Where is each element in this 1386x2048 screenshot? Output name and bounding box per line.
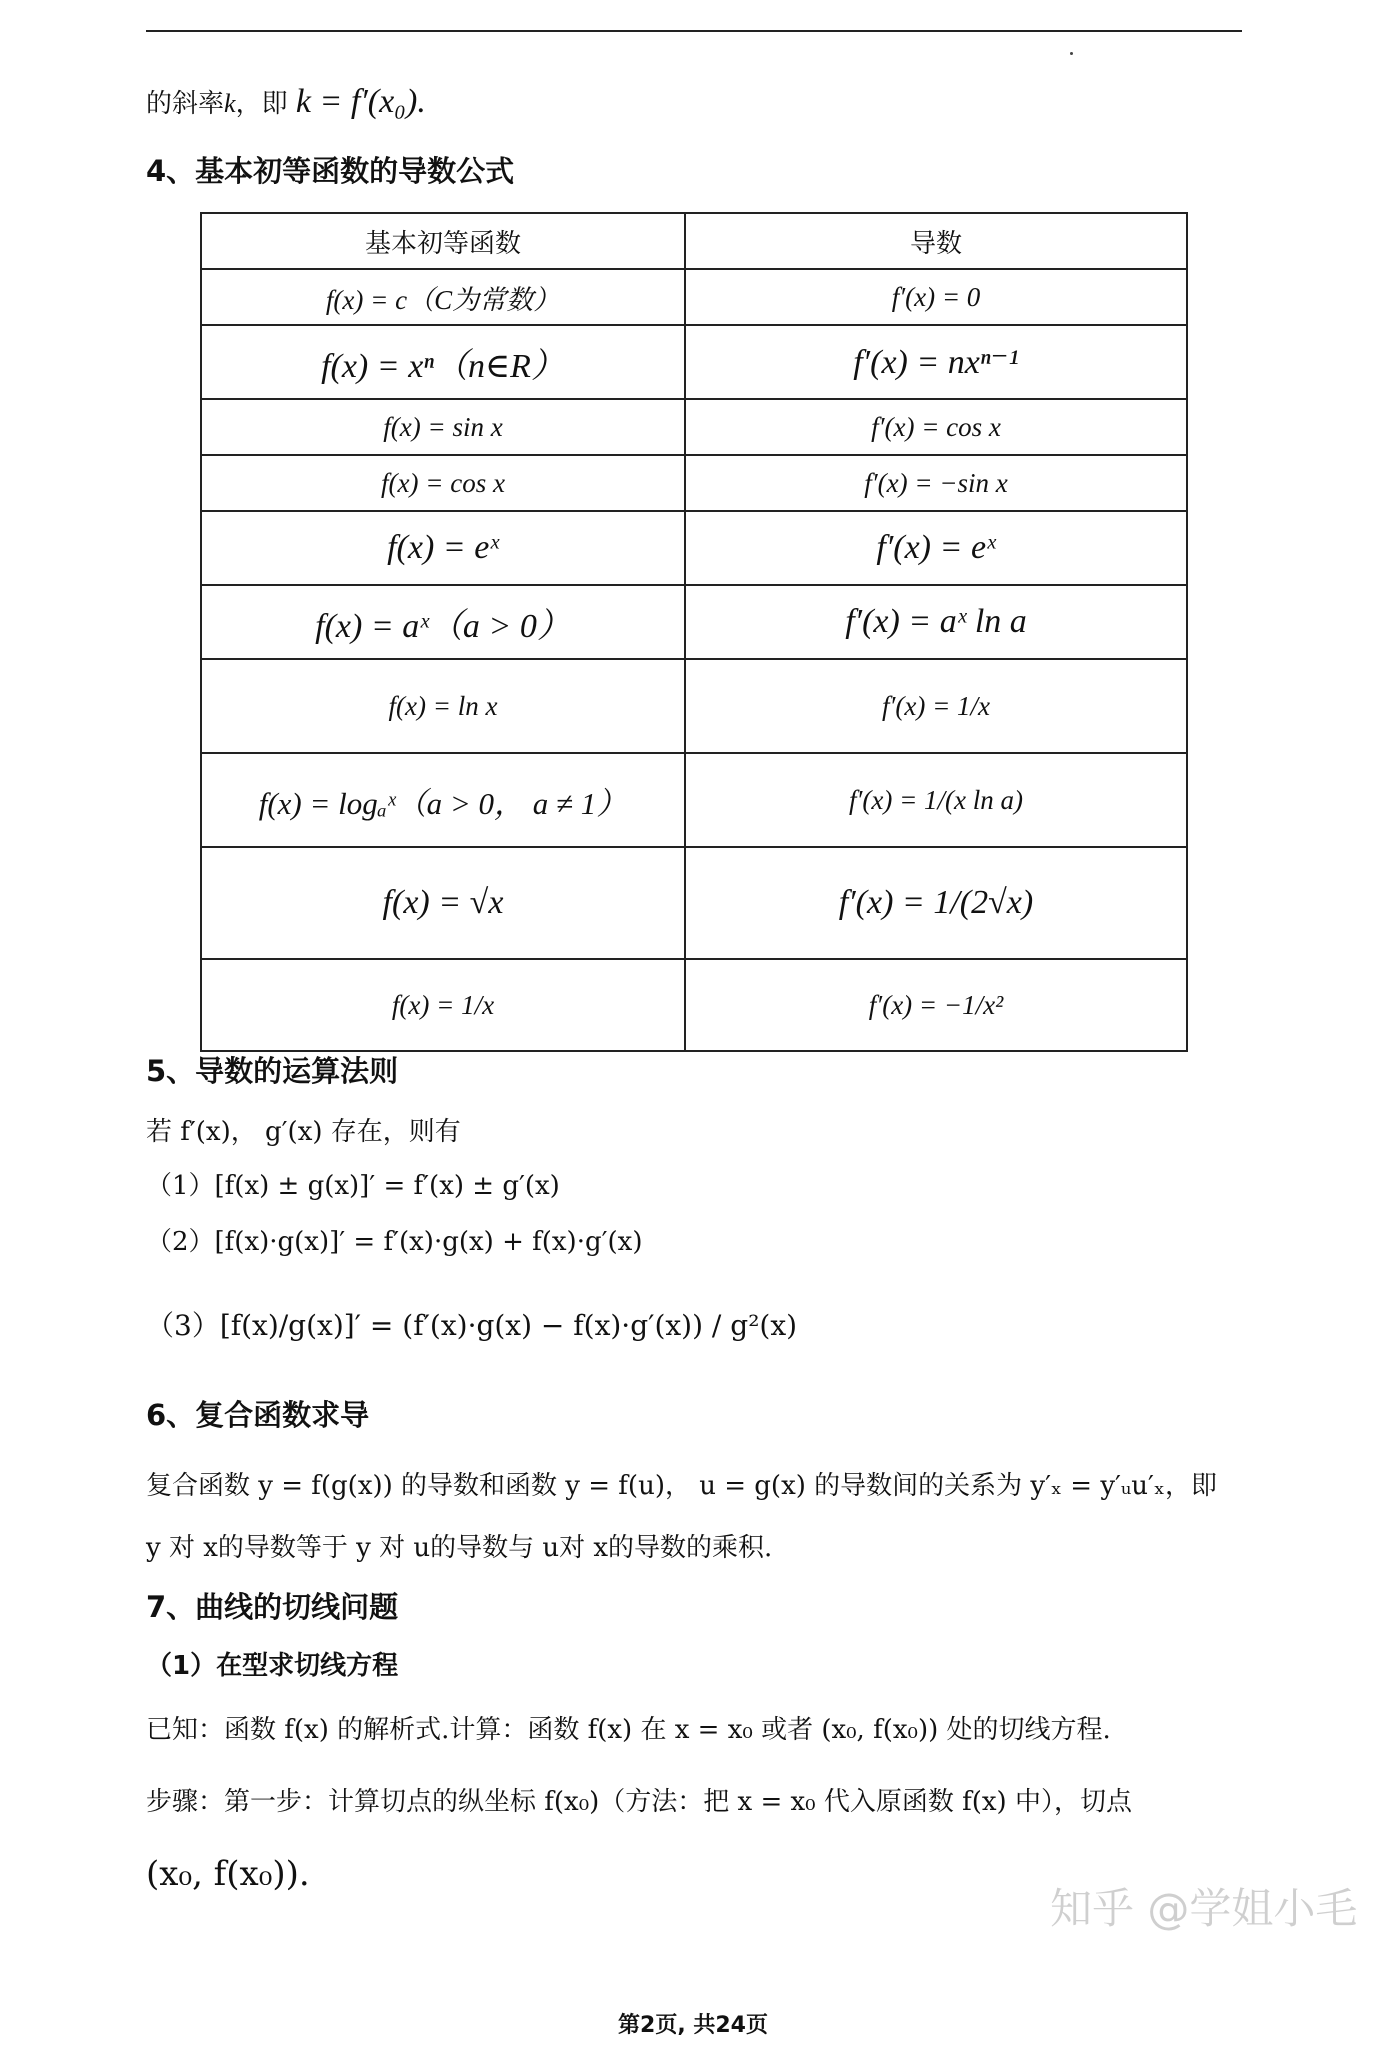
derivative-cell: f′(x) = 1/(2√x) [685, 847, 1187, 959]
table-header-row [201, 213, 1187, 269]
table-row [201, 753, 1187, 847]
derivative-cell: f′(x) = −1/x² [685, 959, 1187, 1051]
derivative-cell: f′(x) = 0 [685, 269, 1187, 325]
derivative-cell: f′(x) = aˣ ln a [685, 585, 1187, 659]
table-row [201, 325, 1187, 399]
derivative-cell: f′(x) = 1/(x ln a) [685, 753, 1187, 847]
section7-sub1: （1）在型求切线方程 [146, 1651, 399, 1681]
slope-formula: k = f′(x₀). [295, 83, 426, 120]
rule-sum: （1）[f(x) ± g(x)]′ = f′(x) ± g′(x) [146, 1171, 560, 1201]
table-row [201, 959, 1187, 1051]
table-row [201, 847, 1187, 959]
function-cell: f(x) = 1/x [201, 959, 685, 1051]
tangent-known: 已知：函数 f(x) 的解析式.计算：函数 f(x) 在 x = x₀ 或者 (x₀, f(x₀)) 处的切线方程. [146, 1715, 1111, 1745]
tangent-point: (x₀, f(x₀)). [146, 1854, 310, 1894]
rule-quotient: （3）[f(x)/g(x)]′ = (f′(x)·g(x) − f(x)·g′(x)) / g²(x) [146, 1309, 798, 1342]
function-cell: f(x) = ln x [201, 659, 685, 753]
watermark: 知乎 @学姐小毛 [1050, 1884, 1358, 1933]
derivative-table [200, 212, 1188, 1052]
derivative-cell: f′(x) = eˣ [685, 511, 1187, 585]
function-cell: f(x) = eˣ [201, 511, 685, 585]
function-cell: f(x) = sin x [201, 399, 685, 455]
derivative-cell: f′(x) = 1/x [685, 659, 1187, 753]
derivative-cell: f′(x) = −sin x [685, 455, 1187, 511]
tangent-step1: 步骤：第一步：计算切点的纵坐标 f(x₀)（方法：把 x = x₀ 代入原函数 f(x) 中），切点 [146, 1787, 1132, 1817]
page-footer: 第2页, 共24页 [618, 2013, 768, 2038]
rule-product: （2）[f(x)·g(x)]′ = f′(x)·g(x) + f(x)·g′(x) [146, 1227, 643, 1257]
section5-title: 5、导数的运算法则 [146, 1054, 399, 1088]
table-row [201, 511, 1187, 585]
section7-title: 7、曲线的切线问题 [146, 1590, 399, 1624]
function-cell: f(x) = logₐˣ（a > 0， a ≠ 1） [201, 753, 685, 847]
chain-rule-line1: 复合函数 y = f(g(x)) 的导数和函数 y = f(u)， u = g(x) 的导数间的关系为 y′ₓ = y′ᵤu′ₓ，即 [146, 1471, 1217, 1501]
section6-title: 6、复合函数求导 [146, 1398, 370, 1432]
table-row [201, 399, 1187, 455]
function-cell: f(x) = aˣ（a > 0） [201, 585, 685, 659]
header-derivative: 导数 [685, 213, 1187, 269]
chain-rule-line2: y 对 x的导数等于 y 对 u的导数与 u对 x的导数的乘积. [146, 1533, 773, 1563]
function-cell: f(x) = cos x [201, 455, 685, 511]
function-cell: f(x) = c（C为常数） [201, 269, 685, 325]
table-row [201, 659, 1187, 753]
derivative-cell: f′(x) = cos x [685, 399, 1187, 455]
slope-line: 的斜率k，即 k = f′(x₀). [146, 83, 426, 120]
derivative-cell: f′(x) = nxⁿ⁻¹ [685, 325, 1187, 399]
speck [1070, 52, 1073, 55]
table-row [201, 455, 1187, 511]
section5-intro: 若 f′(x)， g′(x) 存在，则有 [146, 1117, 461, 1147]
table-row [201, 585, 1187, 659]
table-row [201, 269, 1187, 325]
function-cell: f(x) = xⁿ（n∈R） [201, 325, 685, 399]
top-rule [146, 30, 1242, 32]
section4-title: 4、基本初等函数的导数公式 [146, 154, 515, 188]
header-function: 基本初等函数 [201, 213, 685, 269]
function-cell: f(x) = √x [201, 847, 685, 959]
